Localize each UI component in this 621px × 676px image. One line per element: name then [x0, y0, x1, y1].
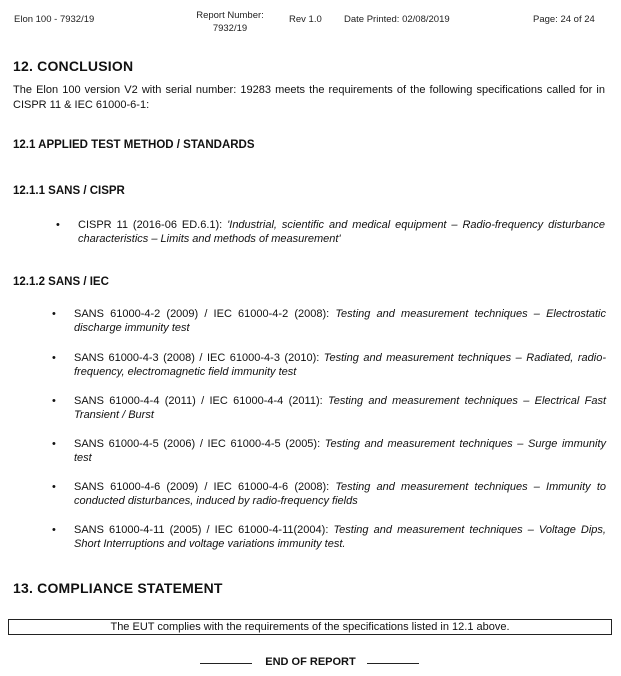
bullet-text: [74, 307, 606, 335]
standard-ref: SANS 61000-4-11 (2005) / IEC 61000-4-11(2004):: [74, 524, 334, 536]
standard-title: Testing and measurement techniques – Surge immunity test: [74, 438, 606, 464]
bullet-icon: •: [52, 395, 56, 407]
compliance-statement-box: [8, 619, 612, 635]
bullet-text: [74, 394, 606, 422]
conclusion-heading: 12. CONCLUSION: [13, 58, 134, 74]
compliance-statement: The EUT complies with the requirements of the specifications listed in 12.1 above.: [110, 621, 510, 633]
list-item: [52, 307, 606, 335]
standard-ref: SANS 61000-4-3 (2008) / IEC 61000-4-3 (2010):: [74, 352, 324, 364]
bullet-icon: •: [56, 219, 60, 231]
sans-iec-heading: 12.1.2 SANS / IEC: [13, 276, 109, 288]
conclusion-body: The Elon 100 version V2 with serial number: 19283 meets the requirements of the following specifications called for in CISPR 11 & IEC 61000-6-1:: [13, 84, 605, 111]
bullet-icon: •: [52, 481, 56, 493]
applied-heading: 12.1 APPLIED TEST METHOD / STANDARDS: [13, 139, 255, 151]
header-date-printed: Date Printed: 02/08/2019: [344, 14, 450, 25]
standard-ref: CISPR 11 (2016-06 ED.6.1):: [78, 219, 228, 231]
standard-ref: SANS 61000-4-6 (2009) / IEC 61000-4-6 (2008):: [74, 481, 336, 493]
header-revision: Rev 1.0: [289, 14, 322, 25]
bullet-text: [74, 351, 606, 379]
bullet-icon: •: [52, 352, 56, 364]
bullet-icon: •: [52, 308, 56, 320]
report-number-label: Report Number:: [196, 10, 264, 21]
standard-title: 'Industrial, scientific and medical equipment – Radio-frequency disturbance characteristics – Limits and methods of measurement': [78, 219, 605, 245]
bullet-text: [74, 437, 606, 465]
header-report-number: [180, 9, 280, 35]
list-item: [52, 523, 606, 551]
end-of-report: END OF REPORT: [265, 656, 356, 668]
list-item: [52, 351, 606, 379]
bullet-icon: •: [52, 524, 56, 536]
standard-title: Testing and measurement techniques – Electrostatic discharge immunity test: [74, 308, 606, 334]
bullet-text: [78, 218, 605, 246]
standard-title: Testing and measurement techniques – Voltage Dips, Short Interruptions and voltage variations immunity test.: [74, 524, 606, 550]
bullet-icon: •: [52, 438, 56, 450]
standard-ref: SANS 61000-4-4 (2011) / IEC 61000-4-4 (2011):: [74, 395, 328, 407]
report-number-value: 7932/19: [212, 23, 248, 34]
header-product: Elon 100 - 7932/19: [14, 14, 95, 25]
bullet-text: [74, 480, 606, 508]
end-line-right: [367, 663, 419, 664]
list-item: [56, 218, 605, 246]
standard-ref: SANS 61000-4-5 (2006) / IEC 61000-4-5 (2005):: [74, 438, 325, 450]
standard-title: Testing and measurement techniques – Immunity to conducted disturbances, induced by radio-frequency fields: [74, 481, 606, 507]
list-item: [52, 437, 606, 465]
bullet-text: [74, 523, 606, 551]
compliance-heading: 13. COMPLIANCE STATEMENT: [13, 580, 223, 596]
header-page: Page: 24 of 24: [533, 14, 595, 25]
standard-ref: SANS 61000-4-2 (2009) / IEC 61000-4-2 (2008):: [74, 308, 336, 320]
list-item: [52, 480, 606, 508]
standard-title: Testing and measurement techniques – Radiated, radio-frequency, electromagnetic field immunity test: [74, 352, 606, 378]
standard-title: Testing and measurement techniques – Electrical Fast Transient / Burst: [74, 395, 607, 421]
sans-cispr-heading: 12.1.1 SANS / CISPR: [13, 185, 125, 197]
list-item: [52, 394, 606, 422]
